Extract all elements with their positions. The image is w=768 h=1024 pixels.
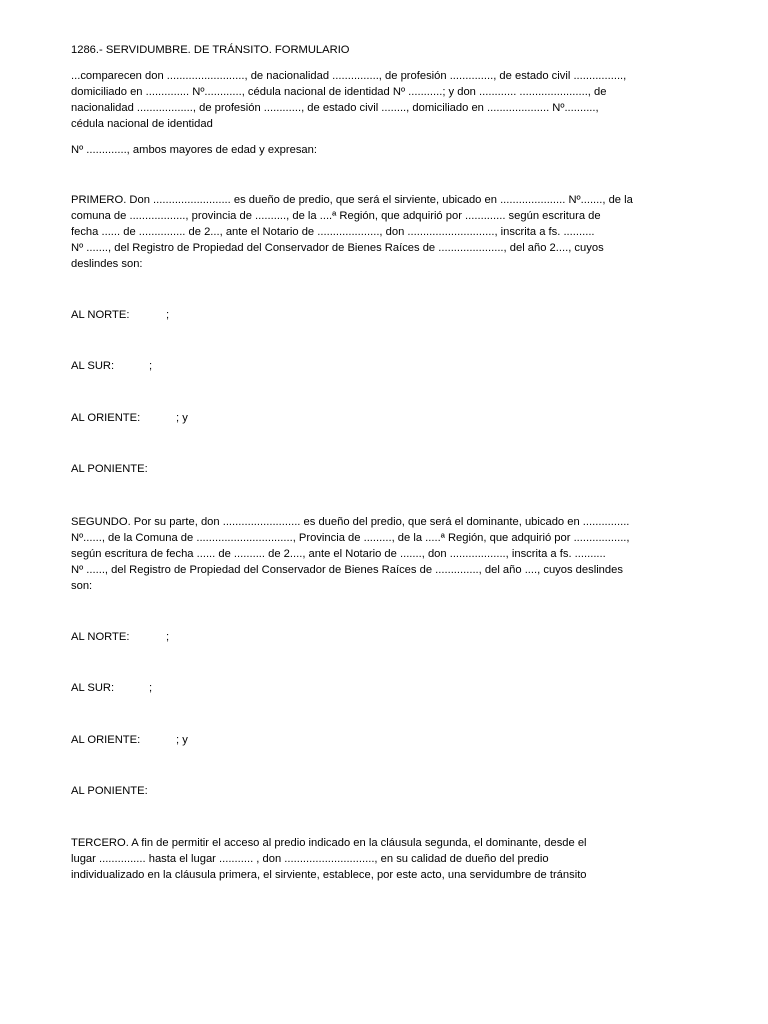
- clause-segundo: SEGUNDO. Por su parte, don ......................... es dueño del predio, que será el dominante, ubicado en ............... Nº......, de la Comuna de ..............................., Provincia de ........., de la .....ª Región, que adquirió por ................., según escritura de fecha ...... de .......... de 2...., ante el Notario de ......., don .................., inscrita a fs. .......... Nº ......, del Registro de Propiedad del Conservador de Bienes Raíces de .............., del año ...., cuyos deslindes son:: [71, 516, 630, 592]
- boundary-suffix: ;: [166, 631, 170, 643]
- boundary-label: AL ORIENTE:: [71, 734, 141, 746]
- boundary-label: AL NORTE:: [71, 631, 130, 643]
- boundary-east-1: [71, 410, 188, 426]
- boundary-label: AL PONIENTE:: [71, 463, 148, 475]
- boundary-west-2: [71, 783, 148, 799]
- boundary-suffix: ;: [149, 682, 153, 694]
- clause-tercero: TERCERO. A fin de permitir el acceso al predio indicado en la cláusula segunda, el dominante, desde el lugar ............... hasta el lugar ........... , don ............................., en su calidad de dueño del predio individualizado en la cláusula primera, el sirviente, establece, por este acto, una servidumbre de tránsito: [71, 837, 587, 881]
- boundary-south-1: [71, 358, 152, 374]
- boundary-label: AL SUR:: [71, 682, 115, 694]
- boundary-west-1: [71, 461, 148, 477]
- boundary-label: AL NORTE:: [71, 309, 130, 321]
- boundary-label: AL PONIENTE:: [71, 785, 148, 797]
- intro-paragraph: ...comparecen don ........................., de nacionalidad ..............., de profesión .............., de estado civil ................, domiciliado en .............. Nº............, cédula nacional de identidad Nº ...........; y don ............ ......................, de nacionalidad .................., de profesión ............, de estado civil ........, domiciliado en .................... Nº.........., cédula nacional de identidad: [71, 70, 627, 130]
- boundary-suffix: ; y: [176, 734, 188, 746]
- boundary-suffix: ;: [149, 360, 153, 372]
- boundary-suffix: ;: [166, 309, 170, 321]
- intro-continuation: Nº ............., ambos mayores de edad y expresan:: [71, 144, 317, 156]
- clause-primero: PRIMERO. Don ......................... es dueño de predio, que será el sirviente, ubicado en ..................... Nº......., de la comuna de .................., provincia de .........., de la ....ª Región, que adquirió por ............. según escritura de fecha ...... de ............... de 2..., ante el Notario de ...................., don ............................, inscrita a fs. .......... Nº ......., del Registro de Propiedad del Conservador de Bienes Raíces de ....................., del año 2...., cuyos deslindes son:: [71, 194, 633, 270]
- boundary-north-2: [71, 629, 169, 645]
- boundary-north-1: [71, 307, 169, 323]
- boundary-label: AL SUR:: [71, 360, 115, 372]
- boundary-label: AL ORIENTE:: [71, 412, 141, 424]
- boundary-suffix: ; y: [176, 412, 188, 424]
- boundary-east-2: [71, 732, 188, 748]
- boundary-south-2: [71, 680, 152, 696]
- document-title: 1286.- SERVIDUMBRE. DE TRÁNSITO. FORMULARIO: [71, 44, 350, 56]
